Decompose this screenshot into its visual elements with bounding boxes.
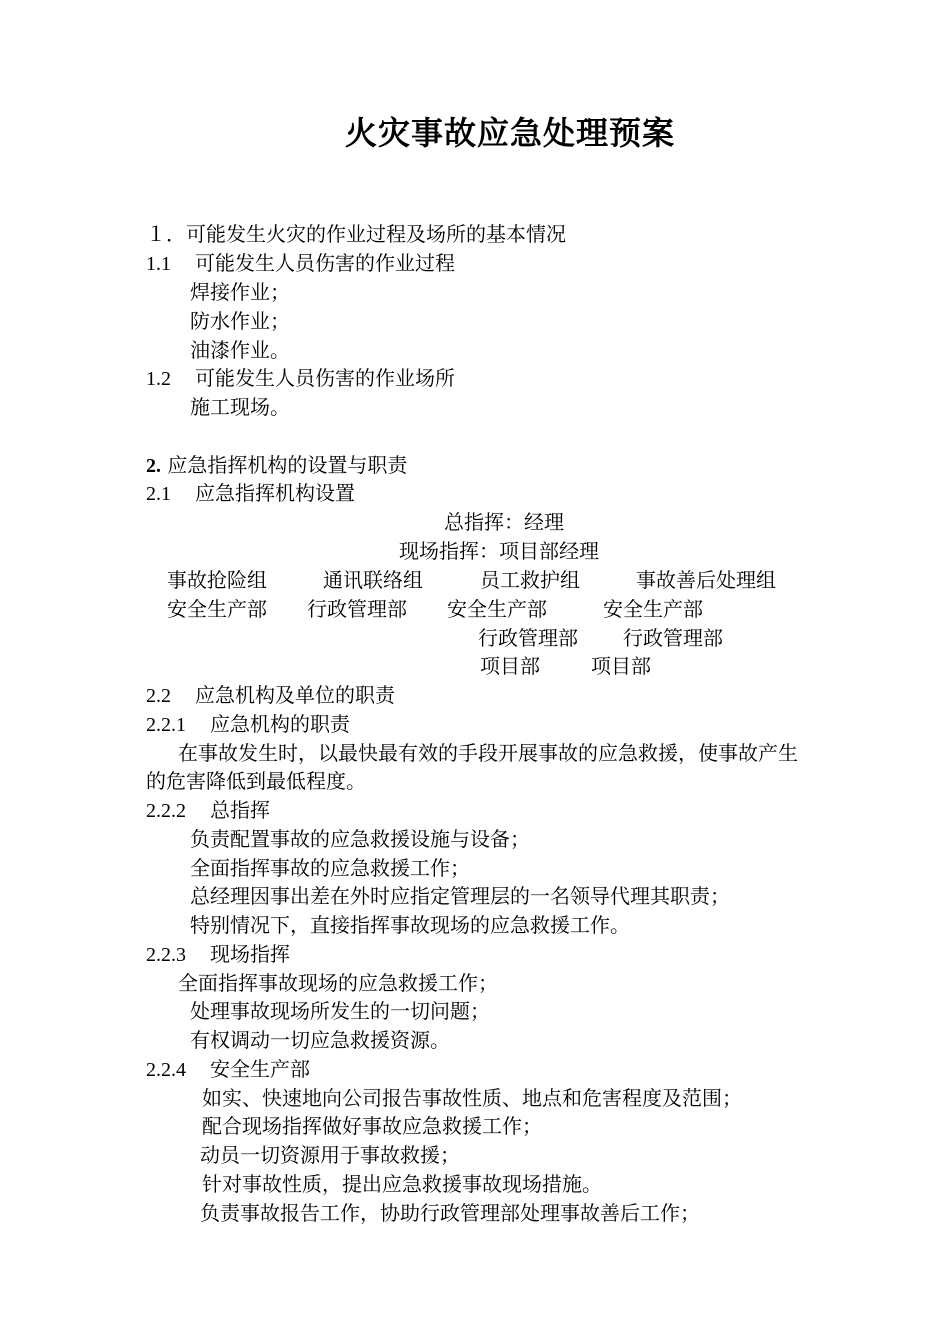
- list-item: 如实、快速地向公司报告事故性质、地点和危害程度及范围；: [202, 1086, 742, 1110]
- org-department: 安全生产部: [447, 597, 547, 621]
- org-department: 安全生产部: [603, 597, 703, 621]
- section-1-heading: １．可能发生火灾的作业过程及场所的基本情况: [146, 222, 566, 246]
- section-2-2: [146, 681, 395, 711]
- document-title: 火灾事故应急处理预案: [344, 114, 675, 152]
- list-item: 针对事故性质，提出应急救援事故现场措施。: [202, 1172, 602, 1196]
- org-group: 事故抢险组: [167, 568, 267, 592]
- list-item: 总经理因事出差在外时应指定管理层的一名领导代理其职责；: [190, 884, 730, 908]
- section-title: 应急机构的职责: [210, 712, 350, 736]
- section-2-2-2: [146, 796, 270, 826]
- paragraph-line: 在事故发生时，以最快最有效的手段开展事故的应急救援，使事故产生: [178, 741, 798, 765]
- section-number: 1.1: [146, 253, 171, 275]
- section-number: 2.2.3: [146, 944, 186, 966]
- section-2-2-1: [146, 710, 350, 740]
- section-number: 2.2.4: [146, 1059, 186, 1081]
- list-item: 施工现场。: [190, 395, 290, 419]
- org-commander: 总指挥：经理: [444, 510, 564, 534]
- section-title: 可能发生人员伤害的作业过程: [195, 251, 455, 275]
- section-2-heading: [146, 451, 407, 481]
- section-number: 2.2: [146, 685, 171, 707]
- section-2-2-3: [146, 940, 290, 970]
- section-1-1: [146, 249, 455, 279]
- section-number: 2.: [146, 455, 161, 477]
- section-title: 应急指挥机构设置: [195, 481, 355, 505]
- org-group: 通讯联络组: [323, 568, 423, 592]
- org-group: 事故善后处理组: [636, 568, 776, 592]
- section-2-2-4: [146, 1055, 310, 1085]
- section-1-2: [146, 364, 455, 394]
- section-number: 1.2: [146, 368, 171, 390]
- section-number: 2.2.1: [146, 714, 186, 736]
- list-item: 配合现场指挥做好事故应急救援工作；: [202, 1114, 542, 1138]
- section-number: 2.2.2: [146, 800, 186, 822]
- list-item: 负责事故报告工作，协助行政管理部处理事故善后工作；: [200, 1201, 700, 1225]
- org-department: 行政管理部: [307, 597, 407, 621]
- list-item: 全面指挥事故的应急救援工作；: [190, 856, 470, 880]
- list-item: 焊接作业；: [190, 280, 290, 304]
- section-title: 应急机构及单位的职责: [195, 683, 395, 707]
- list-item: 处理事故现场所发生的一切问题；: [190, 999, 490, 1023]
- list-item: 全面指挥事故现场的应急救援工作；: [178, 971, 498, 995]
- org-site-commander: 现场指挥：项目部经理: [399, 539, 599, 563]
- section-title: 现场指挥: [210, 942, 290, 966]
- list-item: 负责配置事故的应急救援设施与设备；: [190, 827, 530, 851]
- org-department: 安全生产部: [167, 597, 267, 621]
- org-department: 行政管理部: [623, 626, 723, 650]
- section-2-1: [146, 479, 355, 509]
- section-title: 应急指挥机构的设置与职责: [167, 453, 408, 477]
- list-item: 特别情况下，直接指挥事故现场的应急救援工作。: [190, 913, 630, 937]
- org-department: 行政管理部: [478, 626, 578, 650]
- list-item: 动员一切资源用于事故救援；: [200, 1143, 460, 1167]
- section-title: 总指挥: [210, 798, 270, 822]
- section-number: 2.1: [146, 483, 171, 505]
- list-item: 有权调动一切应急救援资源。: [190, 1028, 450, 1052]
- section-title: 可能发生人员伤害的作业场所: [195, 366, 455, 390]
- list-item: 油漆作业。: [190, 338, 290, 362]
- org-group: 员工救护组: [480, 568, 580, 592]
- section-title: 安全生产部: [210, 1057, 310, 1081]
- list-item: 防水作业；: [190, 309, 290, 333]
- paragraph-line: 的危害降低到最低程度。: [146, 769, 366, 793]
- org-department: 项目部: [480, 654, 540, 678]
- org-department: 项目部: [591, 654, 651, 678]
